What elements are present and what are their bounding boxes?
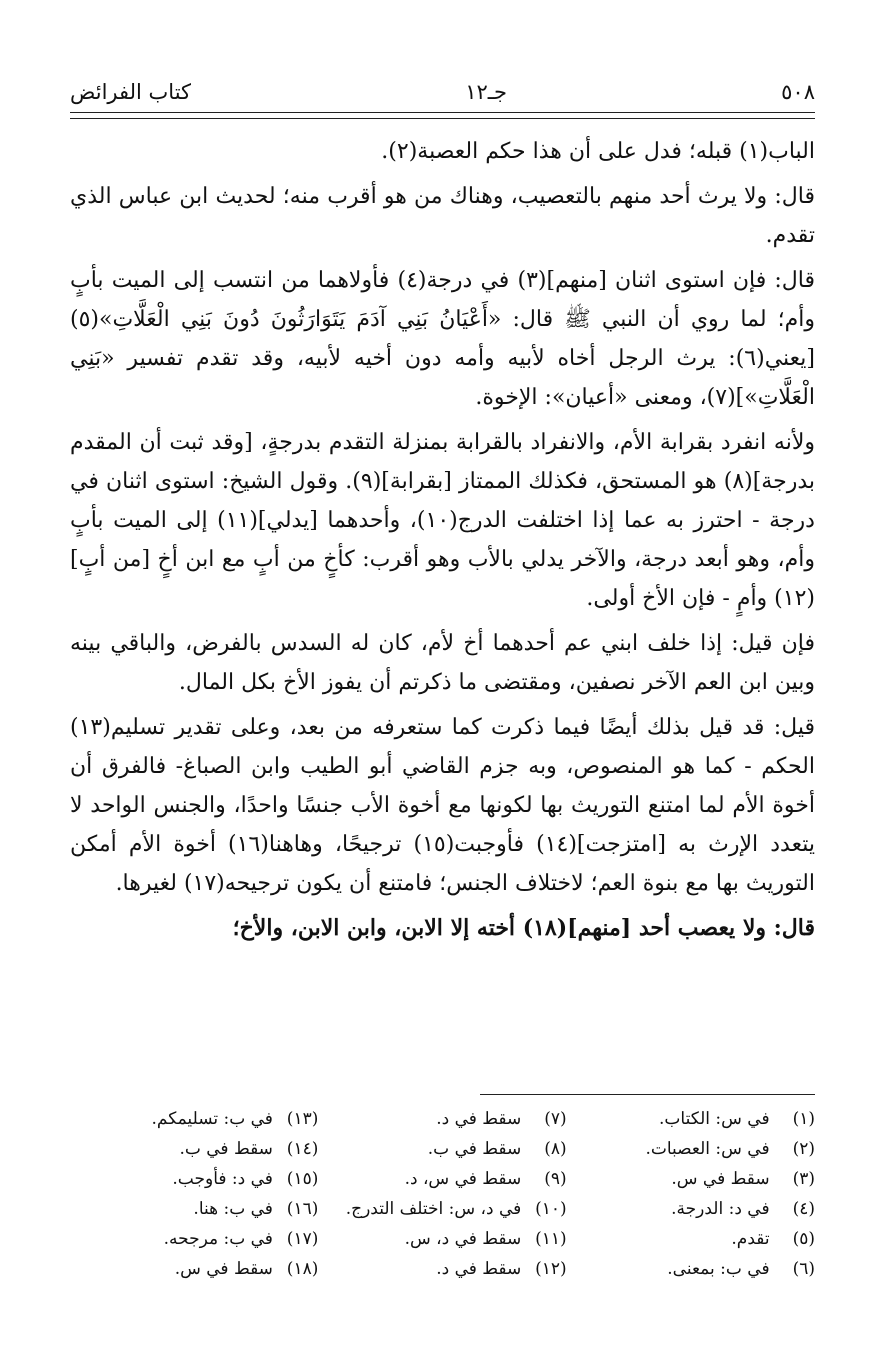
footnote-number: (١٤) (286, 1139, 319, 1159)
footnote-text: سقط في ب. (179, 1139, 273, 1159)
footnote-text: في د: فأوجب. (172, 1169, 273, 1189)
footnote-item (567, 1224, 815, 1254)
footnote-text: سقط في د. (436, 1259, 522, 1279)
page-number: ٥٠٨ (781, 80, 815, 104)
footnote-number: (٣) (792, 1169, 815, 1189)
footnote-text: في س: العصبات. (645, 1139, 770, 1159)
footnote-number: (٧) (544, 1109, 567, 1129)
paragraph: ولأنه انفرد بقرابة الأم، والانفراد بالقرابة بمنزلة التقدم بدرجةٍ، [وقد ثبت أن المقدم بدرجة](٨) هو المستحق، فكذلك الممتاز [بقرابة](٩). وقول الشيخ: استوى اثنان في درجة - احترز به عما إذا اختلفت الدرج(١٠)، وأحدهما [يدلي](١١) إلى الميت بأبٍ وأم، وهو أبعد درجة، والآخر يدلي بالأب وهو أقرب: كأخٍ من أبٍ مع ابن أخٍ [من أبٍ](١٢) وأمٍ - فإن الأخ أولى. (70, 430, 815, 611)
footnote-text: في س: الكتاب. (659, 1109, 770, 1129)
footnote-number: (٦) (792, 1259, 815, 1279)
footnote-number: (١٠) (535, 1199, 567, 1219)
footnote-text: في ب: مرجحه. (163, 1229, 273, 1249)
footnote-item (318, 1104, 566, 1134)
footnote-text: سقط في س، د. (404, 1169, 522, 1189)
footnote-item (567, 1104, 815, 1134)
footnote-number: (١٣) (286, 1109, 319, 1129)
footnote-item (70, 1164, 318, 1194)
page-header (70, 74, 815, 110)
footnote-text: في د، س: اختلف التدرج. (345, 1199, 522, 1219)
footnote-text: تقدم. (731, 1229, 770, 1249)
footnote-number: (١٥) (286, 1169, 319, 1189)
footnote-text: سقط في س. (174, 1259, 273, 1279)
footnote-text: سقط في د، س. (404, 1229, 522, 1249)
footnote-item (70, 1224, 318, 1254)
paragraph: قيل: قد قيل بذلك أيضًا فيما ذكرت كما ستعرفه من بعد، وعلى تقدير تسليم(١٣) الحكم - كما هو المنصوص، وبه جزم القاضي أبو الطيب وابن الصباغ- فالفرق أن أخوة الأم لما امتنع التوريث بها لكونها مع أخوة الأب جنسًا واحدًا، والجنس الواحد لا يتعدد الإرث به [امتزجت](١٤) فأوجبت(١٥) ترجيحًا، وهاهنا(١٦) أخوة الأم أمكن التوريث بها مع بنوة العم؛ لاختلاف الجنس؛ فامتنع أن يكون ترجيحه(١٧) لغيرها. (70, 715, 815, 896)
footnote-item (318, 1134, 566, 1164)
footnotes (70, 1104, 815, 1284)
footnote-item (567, 1164, 815, 1194)
footnote-text: سقط في د. (436, 1109, 522, 1129)
book-title: كتاب الفرائض (70, 80, 192, 104)
footnote-item (318, 1194, 566, 1224)
footnote-number: (٢) (792, 1139, 815, 1159)
footnote-number: (١٨) (286, 1259, 319, 1279)
footnote-item (318, 1164, 566, 1194)
footnote-number: (١) (792, 1109, 815, 1129)
footnote-text: في ب: بمعنى. (667, 1259, 770, 1279)
header-rule-top (70, 112, 815, 113)
paragraph: قال: فإن استوى اثنان [منهم](٣) في درجة(٤) فأولاهما من انتسب إلى الميت بأبٍ وأم؛ لما روي أن النبي ﷺ قال: «أَعْيَانُ بَنِي آدَمَ يَتَوَارَثُونَ دُونَ بَنِي الْعَلَّاتِ»(٥) [يعني(٦): يرث الرجل أخاه لأبيه وأمه دون أخيه لأبيه، وقد تقدم تفسير «بَنِي الْعَلَّاتِ»](٧)، ومعنى «أعيان»: الإخوة. (70, 268, 816, 410)
footnote-item (70, 1194, 318, 1224)
footnote-item (567, 1134, 815, 1164)
footnote-text: في ب: تسليمكم. (151, 1109, 273, 1129)
footnote-separator (480, 1094, 815, 1095)
footnote-number: (٥) (792, 1229, 815, 1249)
footnote-text: سقط في س. (671, 1169, 770, 1189)
paragraph: قال: ولا يرث أحد منهم بالتعصيب، وهناك من هو أقرب منه؛ لحديث ابن عباس الذي تقدم. (70, 184, 815, 248)
footnote-text: في ب: هنا. (193, 1199, 273, 1219)
footnote-number: (٤) (792, 1199, 815, 1219)
header-rule-bottom (70, 118, 815, 119)
footnote-number: (١٦) (286, 1199, 319, 1219)
paragraph: فإن قيل: إذا خلف ابني عم أحدهما أخ لأم، كان له السدس بالفرض، والباقي بينه وبين ابن العم الآخر نصفين، ومقتضى ما ذكرتم أن يفوز الأخ بكل المال. (70, 631, 815, 695)
footnote-text: في د: الدرجة. (671, 1199, 770, 1219)
paragraph: قال: ولا يعصب أحد [منهم](١٨) أخته إلا الابن، وابن الابن، والأخ؛ (232, 915, 815, 941)
footnote-item (70, 1254, 318, 1284)
footnote-number: (٩) (544, 1169, 567, 1189)
paragraph: الباب(١) قبله؛ فدل على أن هذا حكم العصبة(٢). (381, 139, 815, 164)
footnote-number: (٨) (544, 1139, 567, 1159)
footnote-item (70, 1134, 318, 1164)
footnote-item (567, 1194, 815, 1224)
footnote-text: سقط في ب. (427, 1139, 522, 1159)
footnote-item (318, 1224, 566, 1254)
volume-label: جـ١٢ (465, 80, 507, 104)
footnote-number: (١١) (535, 1229, 567, 1249)
footnote-item (567, 1254, 815, 1284)
main-text (70, 132, 815, 954)
footnote-number: (١٢) (535, 1259, 567, 1279)
footnote-number: (١٧) (286, 1229, 319, 1249)
footnote-item (318, 1254, 566, 1284)
footnote-item (70, 1104, 318, 1134)
